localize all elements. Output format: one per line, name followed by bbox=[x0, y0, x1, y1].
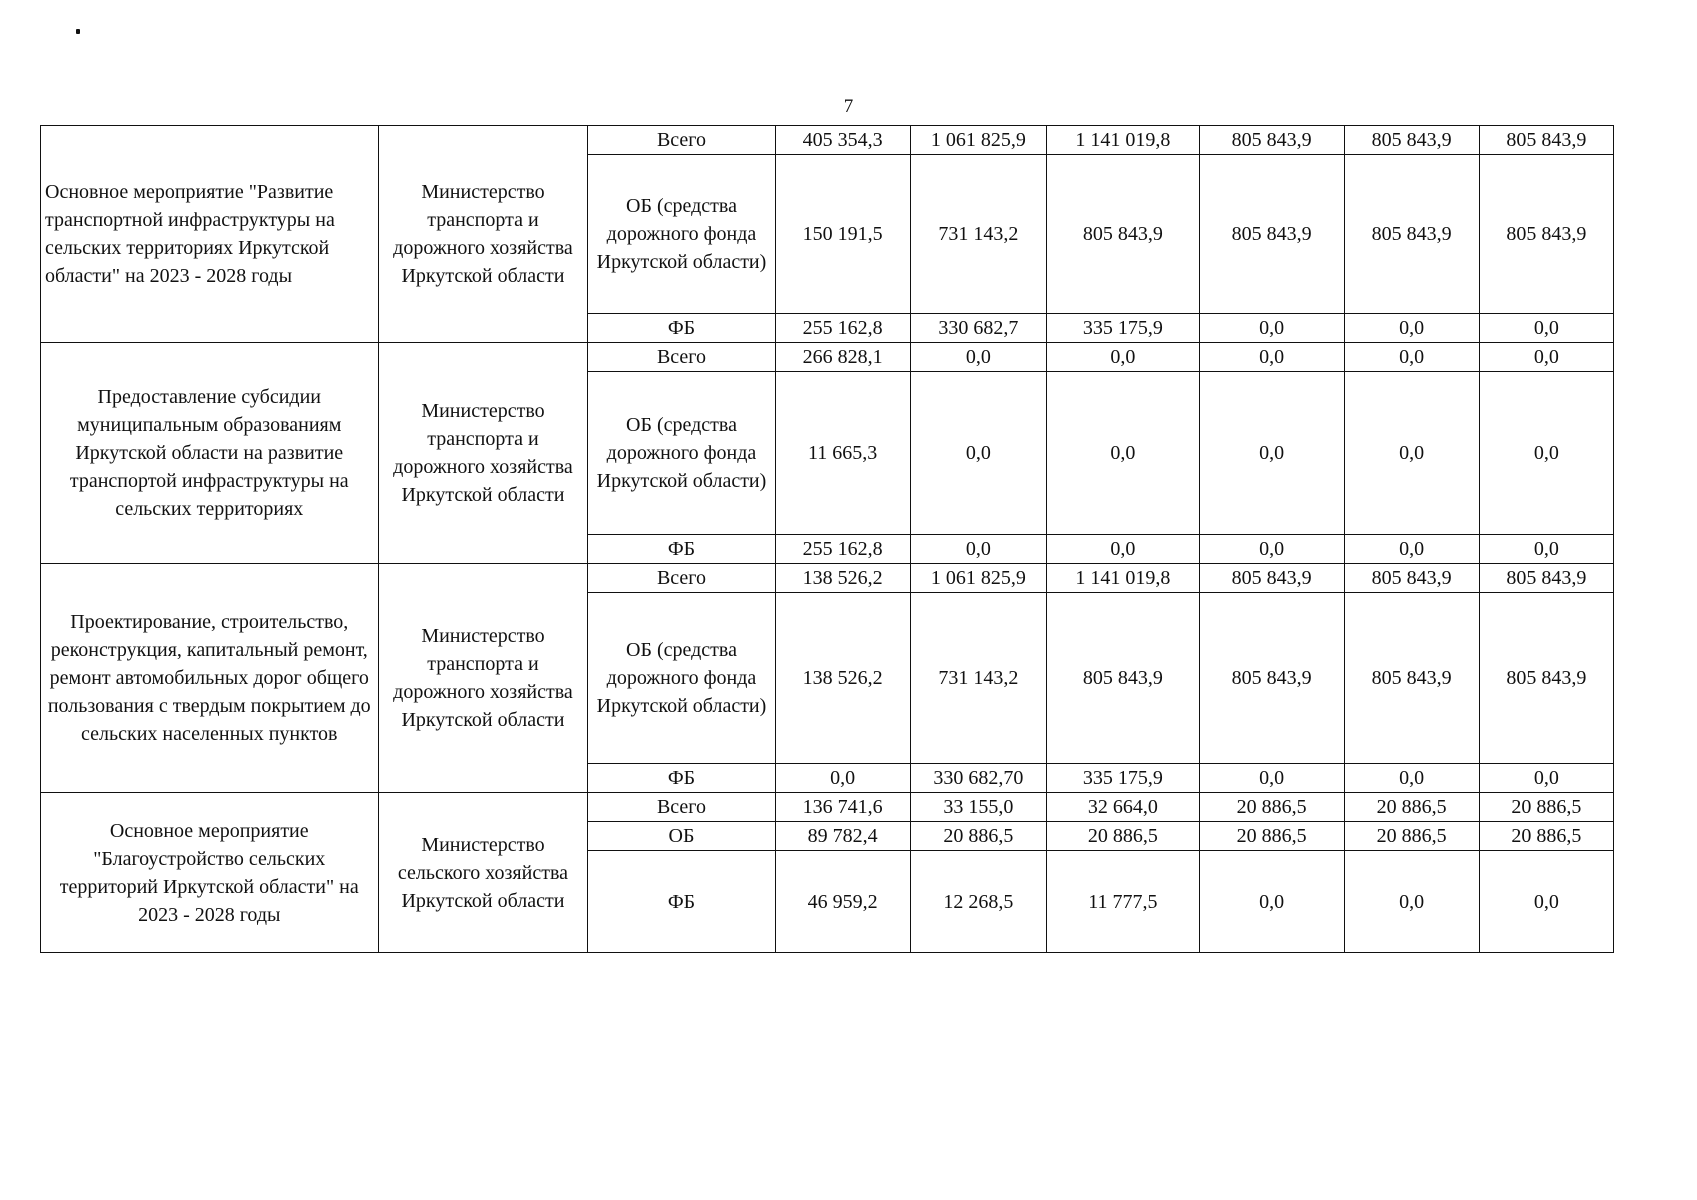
value-cell: 805 843,9 bbox=[1199, 126, 1344, 155]
page-number: 7 bbox=[843, 96, 854, 117]
value-cell: 0,0 bbox=[1344, 535, 1479, 564]
value-cell: 330 682,70 bbox=[910, 764, 1046, 793]
value-cell: 805 843,9 bbox=[1479, 564, 1613, 593]
value-cell: 0,0 bbox=[1479, 314, 1613, 343]
value-cell: 1 061 825,9 bbox=[910, 126, 1046, 155]
funding-source: ОБ (средства дорожного фонда Иркутской области) bbox=[588, 155, 775, 314]
value-cell: 0,0 bbox=[910, 372, 1046, 535]
value-cell: 12 268,5 bbox=[910, 851, 1046, 953]
funding-source: ОБ (средства дорожного фонда Иркутской области) bbox=[588, 372, 775, 535]
measure-description: Проектирование, строительство, реконструкция, капитальный ремонт, ремонт автомобильных дорог общего пользования с твердым покрытием до сельских населенных пунктов bbox=[41, 564, 379, 793]
funding-source: Всего bbox=[588, 793, 775, 822]
value-cell: 731 143,2 bbox=[910, 155, 1046, 314]
value-cell: 138 526,2 bbox=[775, 564, 910, 593]
value-cell: 150 191,5 bbox=[775, 155, 910, 314]
value-cell: 32 664,0 bbox=[1047, 793, 1200, 822]
value-cell: 731 143,2 bbox=[910, 593, 1046, 764]
value-cell: 805 843,9 bbox=[1479, 155, 1613, 314]
value-cell: 89 782,4 bbox=[775, 822, 910, 851]
funding-source: Всего bbox=[588, 126, 775, 155]
funding-source: ОБ bbox=[588, 822, 775, 851]
value-cell: 0,0 bbox=[1199, 343, 1344, 372]
stray-mark bbox=[76, 29, 80, 34]
value-cell: 0,0 bbox=[1047, 535, 1200, 564]
measure-description: Предоставление субсидии муниципальным образованиям Иркутской области на развитие транспортой инфраструктуры на сельских территориях bbox=[41, 343, 379, 564]
value-cell: 11 665,3 bbox=[775, 372, 910, 535]
value-cell: 138 526,2 bbox=[775, 593, 910, 764]
value-cell: 266 828,1 bbox=[775, 343, 910, 372]
value-cell: 1 141 019,8 bbox=[1047, 564, 1200, 593]
value-cell: 20 886,5 bbox=[1199, 822, 1344, 851]
value-cell: 0,0 bbox=[1479, 343, 1613, 372]
value-cell: 0,0 bbox=[1479, 764, 1613, 793]
value-cell: 0,0 bbox=[1047, 372, 1200, 535]
value-cell: 805 843,9 bbox=[1344, 564, 1479, 593]
value-cell: 0,0 bbox=[1344, 314, 1479, 343]
value-cell: 0,0 bbox=[1479, 372, 1613, 535]
value-cell: 805 843,9 bbox=[1047, 155, 1200, 314]
executor: Министерство транспорта и дорожного хозяйства Иркутской области bbox=[378, 564, 588, 793]
funding-source: ФБ bbox=[588, 535, 775, 564]
value-cell: 1 061 825,9 bbox=[910, 564, 1046, 593]
table-row bbox=[41, 343, 1614, 372]
value-cell: 805 843,9 bbox=[1344, 126, 1479, 155]
value-cell: 0,0 bbox=[1344, 851, 1479, 953]
value-cell: 335 175,9 bbox=[1047, 314, 1200, 343]
table-row bbox=[41, 126, 1614, 155]
value-cell: 0,0 bbox=[1479, 851, 1613, 953]
value-cell: 255 162,8 bbox=[775, 535, 910, 564]
value-cell: 255 162,8 bbox=[775, 314, 910, 343]
value-cell: 0,0 bbox=[1199, 851, 1344, 953]
executor: Министерство сельского хозяйства Иркутской области bbox=[378, 793, 588, 953]
value-cell: 805 843,9 bbox=[1199, 564, 1344, 593]
value-cell: 805 843,9 bbox=[1479, 593, 1613, 764]
value-cell: 330 682,7 bbox=[910, 314, 1046, 343]
value-cell: 0,0 bbox=[910, 343, 1046, 372]
value-cell: 805 843,9 bbox=[1047, 593, 1200, 764]
executor: Министерство транспорта и дорожного хозяйства Иркутской области bbox=[378, 343, 588, 564]
table-row bbox=[41, 793, 1614, 822]
measure-description: Основное мероприятие "Развитие транспортной инфраструктуры на сельских территориях Иркутской области" на 2023 - 2028 годы bbox=[41, 126, 379, 343]
value-cell: 805 843,9 bbox=[1479, 126, 1613, 155]
value-cell: 11 777,5 bbox=[1047, 851, 1200, 953]
value-cell: 335 175,9 bbox=[1047, 764, 1200, 793]
funding-source: Всего bbox=[588, 343, 775, 372]
value-cell: 0,0 bbox=[1344, 372, 1479, 535]
value-cell: 0,0 bbox=[910, 535, 1046, 564]
funding-source: ОБ (средства дорожного фонда Иркутской области) bbox=[588, 593, 775, 764]
value-cell: 405 354,3 bbox=[775, 126, 910, 155]
value-cell: 20 886,5 bbox=[1344, 793, 1479, 822]
funding-source: Всего bbox=[588, 564, 775, 593]
funding-source: ФБ bbox=[588, 314, 775, 343]
value-cell: 805 843,9 bbox=[1199, 155, 1344, 314]
value-cell: 0,0 bbox=[1199, 535, 1344, 564]
value-cell: 805 843,9 bbox=[1344, 155, 1479, 314]
value-cell: 136 741,6 bbox=[775, 793, 910, 822]
value-cell: 0,0 bbox=[775, 764, 910, 793]
value-cell: 0,0 bbox=[1344, 764, 1479, 793]
value-cell: 805 843,9 bbox=[1344, 593, 1479, 764]
value-cell: 0,0 bbox=[1344, 343, 1479, 372]
value-cell: 46 959,2 bbox=[775, 851, 910, 953]
value-cell: 20 886,5 bbox=[1344, 822, 1479, 851]
value-cell: 0,0 bbox=[1479, 535, 1613, 564]
funding-source: ФБ bbox=[588, 851, 775, 953]
budget-table bbox=[40, 125, 1614, 953]
value-cell: 20 886,5 bbox=[1479, 822, 1613, 851]
value-cell: 20 886,5 bbox=[910, 822, 1046, 851]
value-cell: 0,0 bbox=[1199, 764, 1344, 793]
value-cell: 805 843,9 bbox=[1199, 593, 1344, 764]
value-cell: 1 141 019,8 bbox=[1047, 126, 1200, 155]
value-cell: 0,0 bbox=[1199, 372, 1344, 535]
funding-source: ФБ bbox=[588, 764, 775, 793]
value-cell: 0,0 bbox=[1047, 343, 1200, 372]
value-cell: 20 886,5 bbox=[1047, 822, 1200, 851]
executor: Министерство транспорта и дорожного хозяйства Иркутской области bbox=[378, 126, 588, 343]
value-cell: 33 155,0 bbox=[910, 793, 1046, 822]
measure-description: Основное мероприятие "Благоустройство сельских территорий Иркутской области" на 2023 - 2028 годы bbox=[41, 793, 379, 953]
value-cell: 20 886,5 bbox=[1199, 793, 1344, 822]
value-cell: 0,0 bbox=[1199, 314, 1344, 343]
value-cell: 20 886,5 bbox=[1479, 793, 1613, 822]
table-row bbox=[41, 564, 1614, 593]
